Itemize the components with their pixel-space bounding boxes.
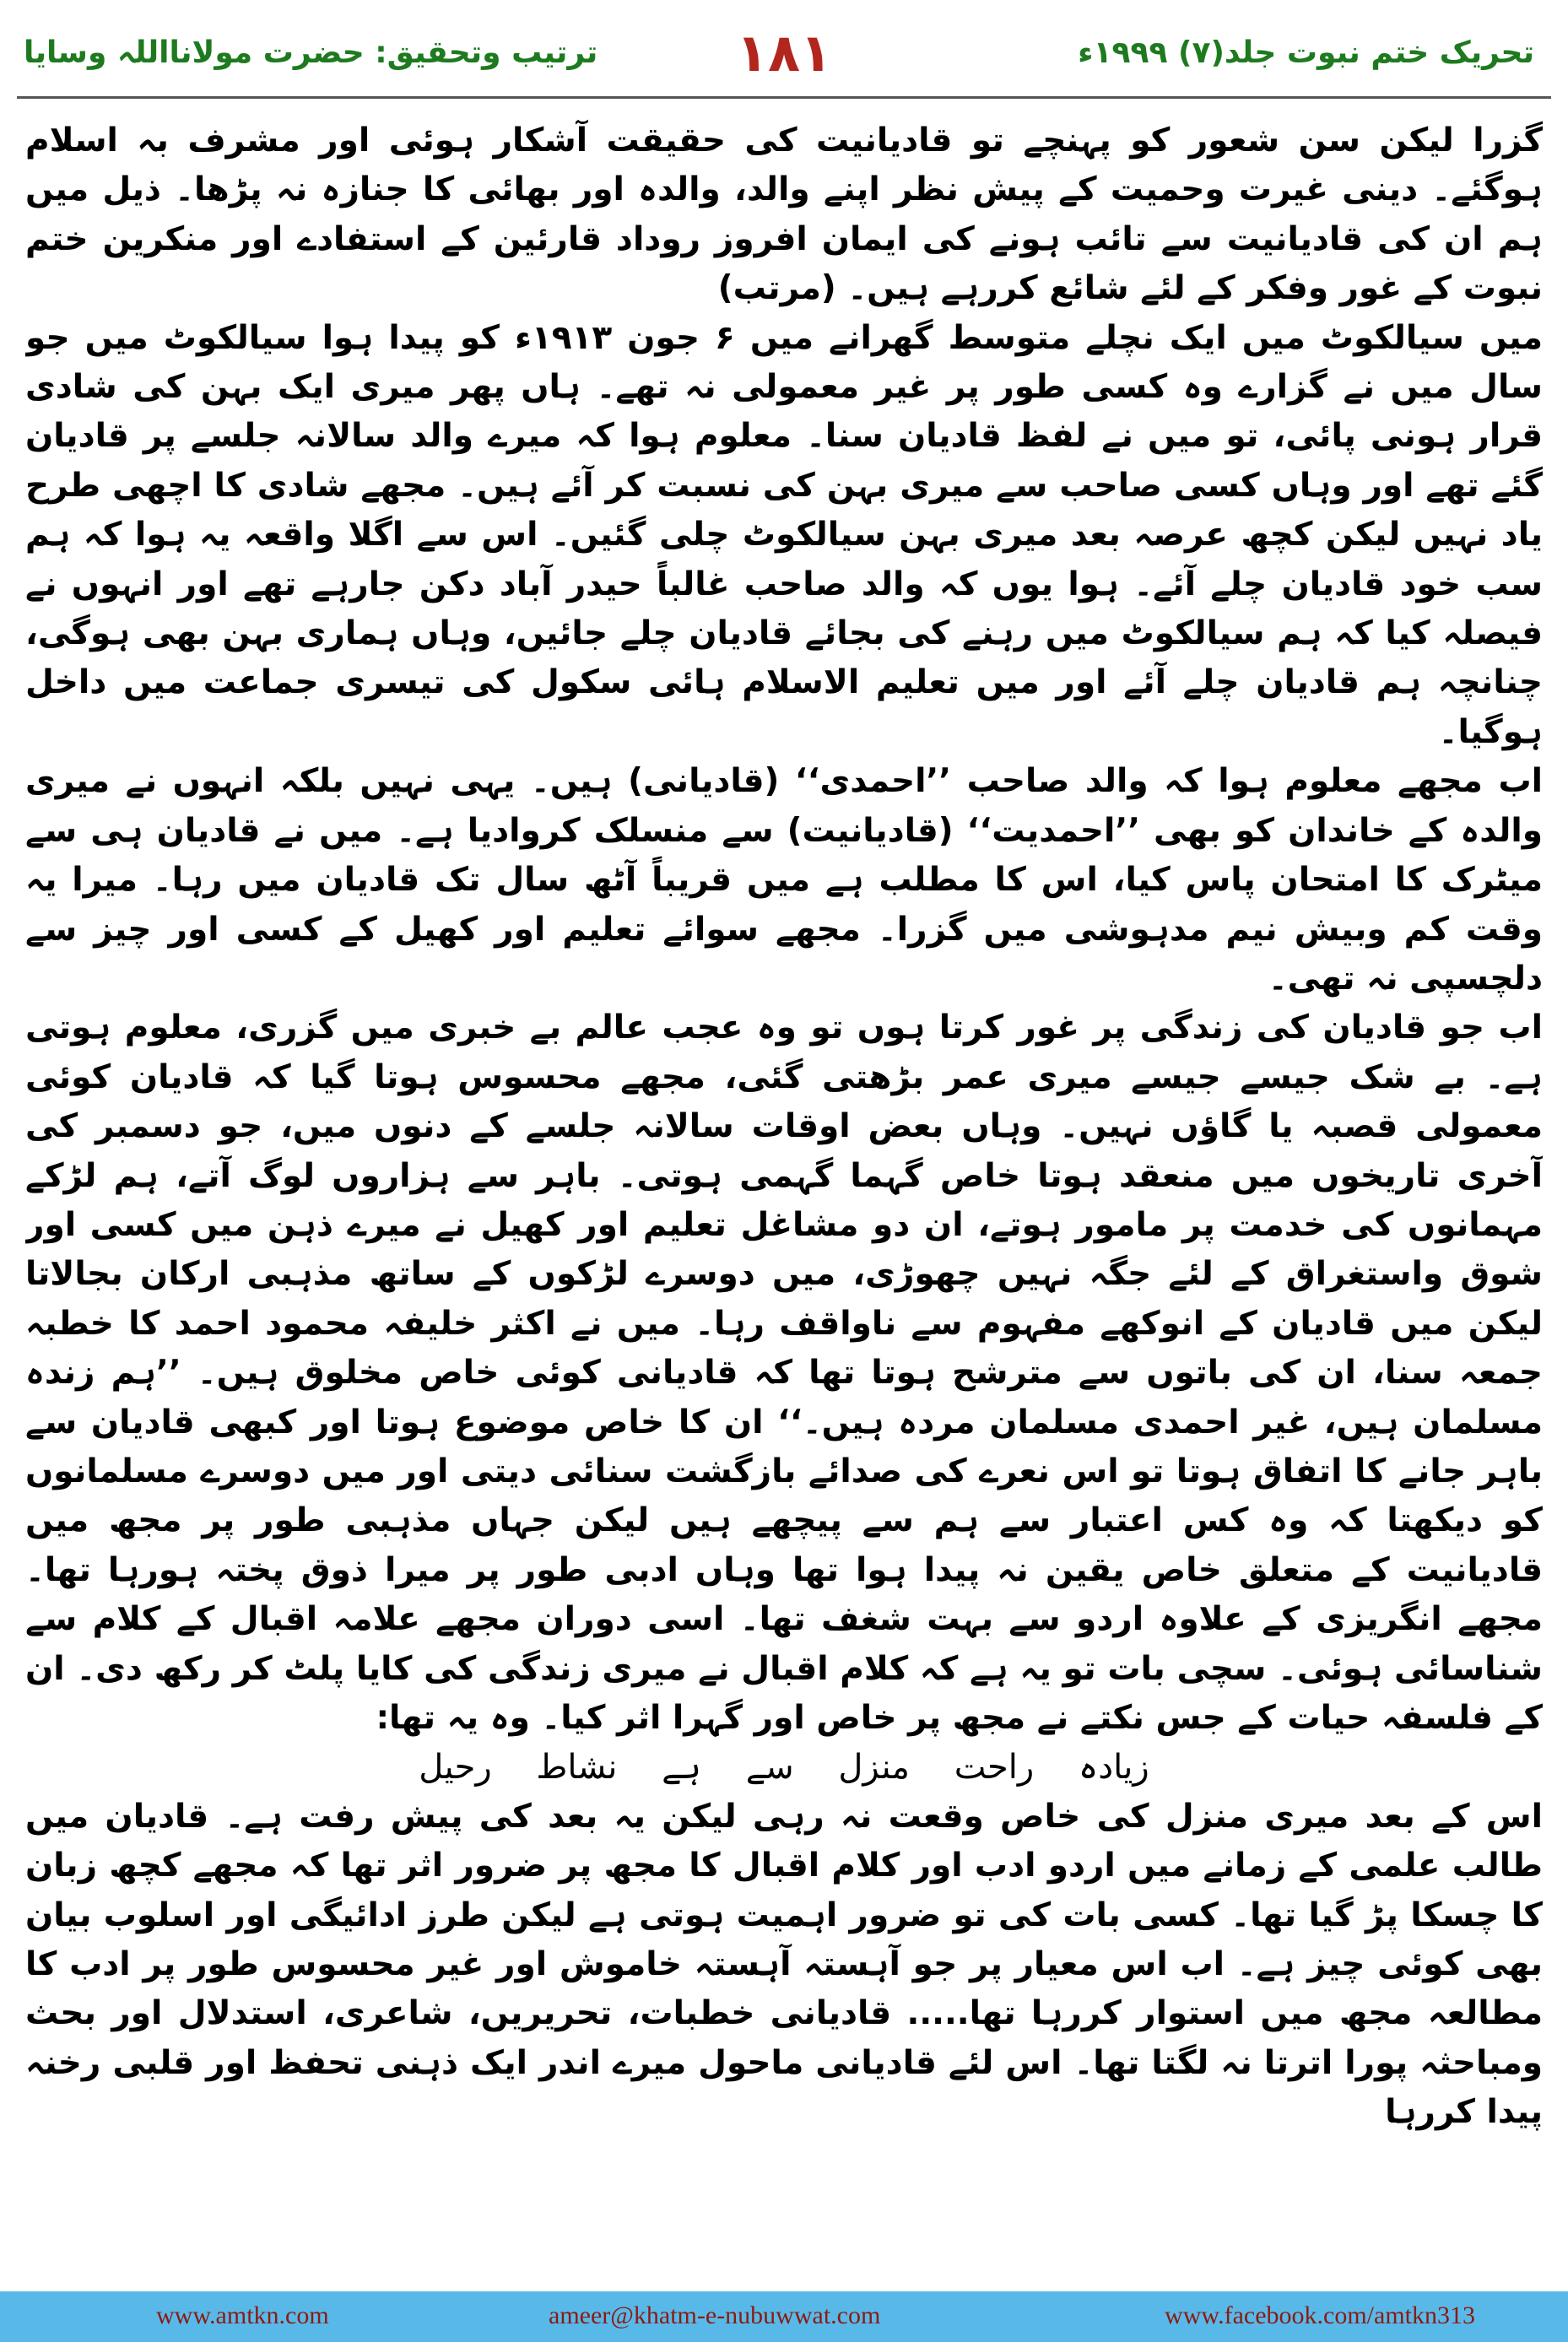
footer-facebook-link[interactable]: www.facebook.com/amtkn313 (1165, 2301, 1475, 2329)
book-title: تحریک ختم نبوت جلد(۷) ۱۹۹۹ء (1078, 35, 1534, 70)
page-number: ۱۸۱ (736, 22, 832, 84)
paragraph-qadian-life: اب جو قادیان کی زندگی پر غور کرتا ہوں تو وہ عجب عالم بے خبری میں گزری، معلوم ہوتی ہے۔ بے شک جیسے جیسے میری عمر بڑھتی گئی، مجھے محسوس ہوتا گیا کہ قادیان کوئی معمولی قصبہ یا گاؤں نہیں۔ وہاں بعض اوقات سالانہ جلسے کے دنوں میں، جو دسمبر کی آخری تاریخوں میں منعقد ہوتا خاص گہما گہمی ہوتی۔ باہر سے ہزاروں لوگ آتے، ہم لڑکے مہمانوں کی خدمت پر مامور ہوتے، ان دو مشاغل تعلیم اور کھیل نے میرے ذہن میں کسی اور شوق واستغراق کے لئے جگہ نہیں چھوڑی، میں دوسرے لڑکوں کے ساتھ مذہبی ارکان بجالاتا لیکن میں قادیان کے انوکھے مفہوم سے ناواقف رہا۔ میں نے اکثر خلیفہ محمود احمد کا خطبہ جمعہ سنا، ان کی باتوں سے مترشح ہوتا تھا کہ قادیانی کوئی خاص مخلوق ہیں۔ ’’ہم زندہ مسلمان ہیں، غیر احمدی مسلمان مردہ ہیں۔‘‘ ان کا خاص موضوع ہوتا اور کبھی قادیان سے باہر جانے کا اتفاق ہوتا تو اس نعرے کی صدائے بازگشت سنائی دیتی اور میں دوسرے مسلمانوں کو دیکھتا کہ وہ کس اعتبار سے ہم سے پیچھے ہیں لیکن جہاں مذہبی طور پر مجھ میں قادیانیت کے متعلق خاص یقین نہ پیدا ہوا تھا وہاں ادبی طور پر میرا ذوق پختہ ہورہا تھا۔ مجھے انگریزی کے علاوہ اردو سے بہت شغف تھا۔ اسی دوران مجھے علامہ اقبال کے کلام سے شناسائی ہوئی۔ سچی بات تو یہ ہے کہ کلام اقبال نے میری زندگی کی کایا پلٹ کر رکھ دی۔ ان کے فلسفہ حیات کے جس نکتے نے مجھ پر خاص اور گہرا اثر کیا۔ وہ یہ تھا: (25, 1009, 1543, 1737)
page-header (0, 0, 1568, 101)
page-footer (0, 2291, 1568, 2342)
footer-email-link[interactable]: ameer@khatm-e-nubuwwat.com (549, 2301, 881, 2329)
paragraph-intro: گزرا لیکن سن شعور کو پہنچے تو قادیانیت کی حقیقت آشکار ہوئی اور مشرف بہ اسلام ہوگئے۔ دینی غیرت وحمیت کے پیش نظر اپنے والد، والدہ اور بھائی کا جنازہ نہ پڑھا۔ ذیل میں ہم ان کی قادیانیت سے تائب ہونے کی ایمان افروز روداد قارئین کے استفادے اور منکرین ختم نبوت کے غور وفکر کے لئے شائع کررہے ہیں۔ (مرتب) (25, 122, 1543, 308)
paragraph-closing: اس کے بعد میری منزل کی خاص وقعت نہ رہی لیکن یہ بعد کی پیش رفت ہے۔ قادیان میں طالب علمی کے زمانے میں اردو ادب اور کلام اقبال کا مجھ پر ضرور اثر تھا کہ مجھے کچھ زبان کا چسکا پڑ گیا تھا۔ کسی بات کی تو ضرور اہمیت ہوتی ہے لیکن طرز ادائیگی اور اسلوب بیان بھی کوئی چیز ہے۔ اب اس معیار پر جو آہستہ آہستہ خاموش اور غیر محسوس طور پر ادب کا مطالعہ مجھ میں استوار کررہا تھا..... قادیانی خطبات، تحریریں، شاعری، استدلال اور بحث ومباحثہ پورا اترتا نہ لگتا تھا۔ اس لئے قادیانی ماحول میرے اندر ایک ذہنی تحفظ اور قلبی رخنہ پیدا کررہا (25, 1797, 1543, 2132)
paragraph-father-ahmadi: اب مجھے معلوم ہوا کہ والد صاحب ’’احمدی‘‘ (قادیانی) ہیں۔ یہی نہیں بلکہ انہوں نے میری والدہ کے خاندان کو بھی ’’احمدیت‘‘ (قادیانیت) سے منسلک کروادیا ہے۔ میں نے قادیان ہی سے میٹرک کا امتحان پاس کیا، اس کا مطلب ہے میں قریباً آٹھ سال تک قادیان میں رہا۔ میرا یہ وقت کم وبیش نیم مدہوشی میں گزرا۔ مجھے سوائے تعلیم اور کھیل کے کسی اور چیز سے دلچسپی نہ تھی۔ (25, 762, 1543, 998)
page-body (25, 116, 1543, 2273)
footer-website-link[interactable]: www.amtkn.com (156, 2301, 329, 2329)
verse-line: زیادہ راحت منزل سے ہے نشاط رحیل (419, 1748, 1149, 1788)
header-divider (17, 96, 1551, 99)
paragraph-sialkot: میں سیالکوٹ میں ایک نچلے متوسط گھرانے میں ۶ جون ۱۹۱۳ء کو پیدا ہوا سیالکوٹ میں جو سال میں نے گزارے وہ کسی طور پر غیر معمولی نہ تھے۔ ہاں پھر میری ایک بہن کی شادی قرار ہونی پائی، تو میں نے لفظ قادیان سنا۔ معلوم ہوا کہ میرے والد سالانہ جلسے پر قادیان گئے تھے اور وہاں کسی صاحب سے میری بہن کی نسبت کر آئے ہیں۔ مجھے شادی کا اچھی طرح یاد نہیں لیکن کچھ عرصہ بعد میری بہن سیالکوٹ چلی گئیں۔ اس سے اگلا واقعہ یہ ہوا کہ ہم سب خود قادیان چلے آئے۔ ہوا یوں کہ والد صاحب غالباً حیدر آباد دکن جارہے تھے اور انہوں نے فیصلہ کیا کہ ہم سیالکوٹ میں رہنے کی بجائے قادیان چلے جائیں، وہاں ہماری بہن بھی ہوگی، چنانچہ ہم قادیان چلے آئے اور میں تعلیم الاسلام ہائی سکول کی تیسری جماعت میں داخل ہوگیا۔ (25, 318, 1543, 751)
compiler-credit: ترتیب وتحقیق: حضرت مولانااللہ وسایا (24, 35, 598, 70)
